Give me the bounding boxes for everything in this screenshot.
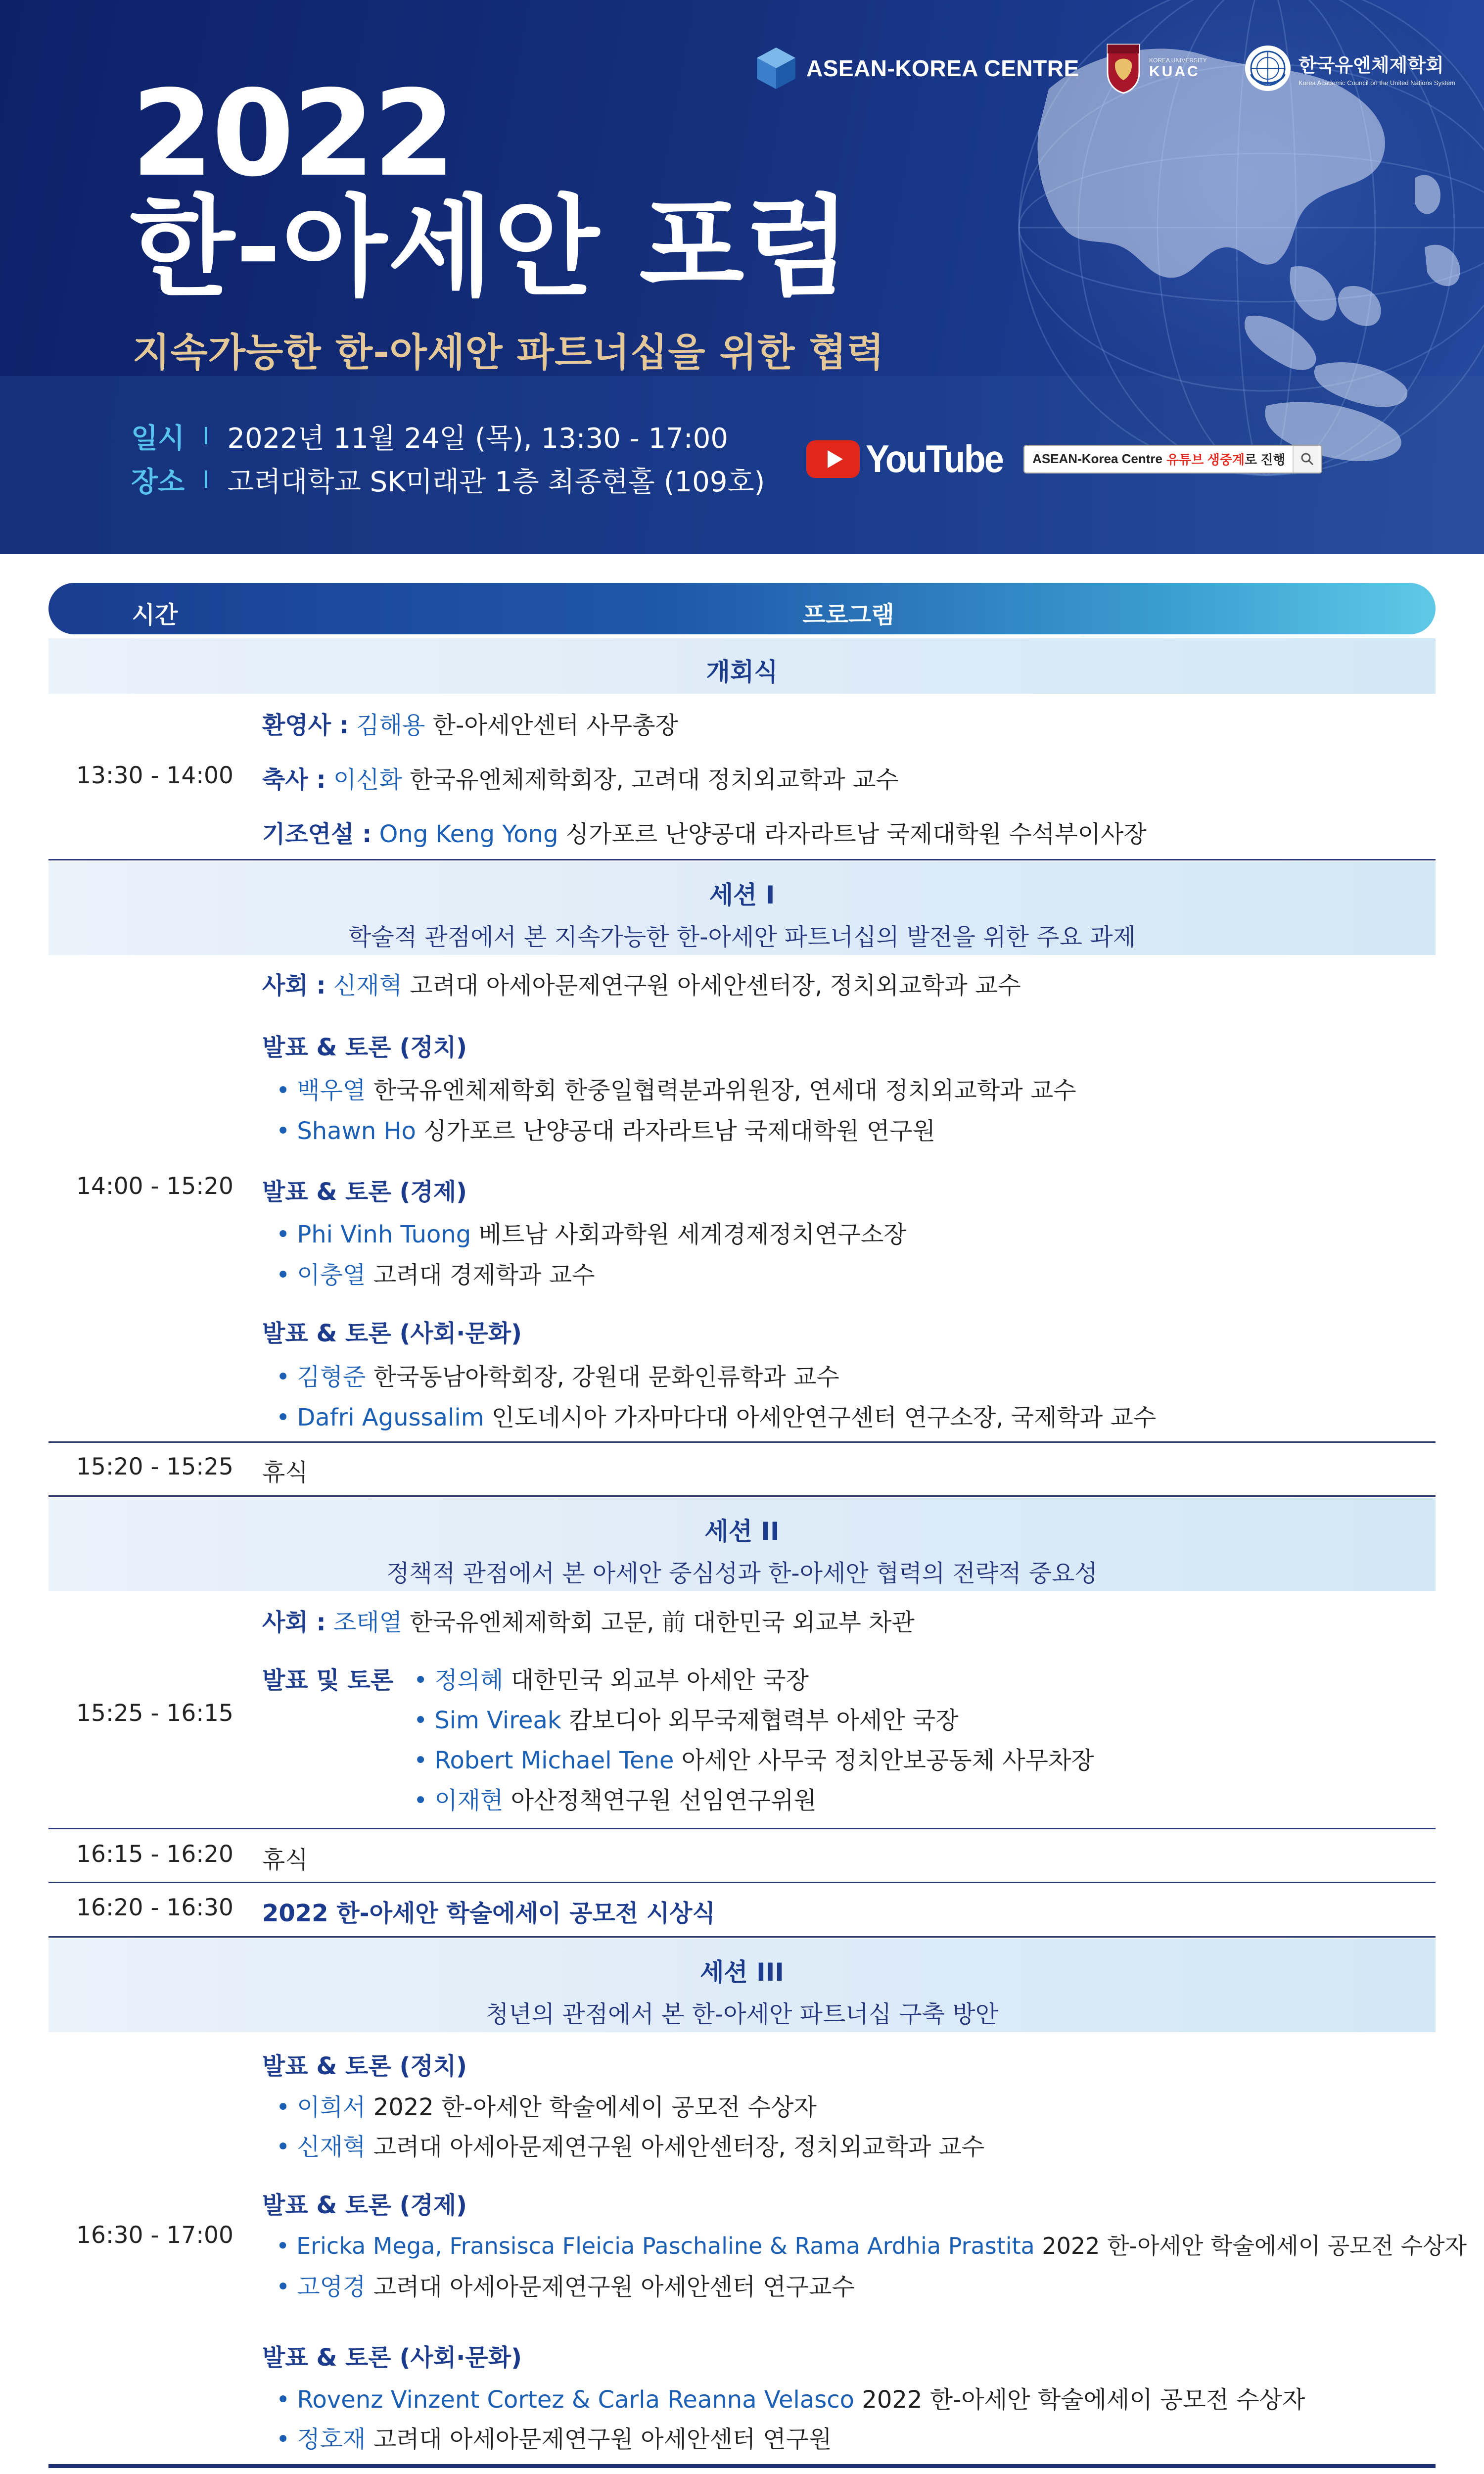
page-subtitle: 지속가능한 한-아세안 파트너십을 위한 협력 <box>133 331 885 375</box>
opening-title: 개회식 <box>706 658 778 686</box>
title-year: 2022 <box>131 64 454 203</box>
congrats-desc: 한국유엔체제학회장, 고려대 정치외교학과 교수 <box>410 766 899 794</box>
list-item: • Rovenz Vinzent Cortez & Carla Reanna Velasco 2022 한-아세안 학술에세이 공모전 수상자 <box>276 2386 1305 2414</box>
search-icon[interactable] <box>1293 446 1321 473</box>
akc-logo-text: ASEAN-KOREA CENTRE <box>806 55 1079 81</box>
award-label: 2022 한-아세안 학술에세이 공모전 시상식 <box>262 1900 715 1927</box>
session3-time: 16:30 - 17:00 <box>76 2222 233 2249</box>
header-banner <box>0 0 1484 554</box>
moderator-name: 조태열 <box>333 1609 403 1636</box>
event-place <box>131 460 765 500</box>
session2-band <box>48 1498 1436 1591</box>
moderator-desc: 한국유엔체제학회 고문, 前 대한민국 외교부 차관 <box>410 1609 915 1636</box>
keynote-desc: 싱가포르 난양공대 라자라트남 국제대학원 수석부이사장 <box>565 820 1147 848</box>
session3-name: 세션 III <box>700 1958 784 1987</box>
event-date <box>131 417 728 456</box>
break2-time: 16:15 - 16:20 <box>76 1841 233 1868</box>
place-value: 고려대학교 SK미래관 1층 최종현홀 (109호) <box>227 466 765 498</box>
table-bottom-border <box>48 2464 1436 2468</box>
divider <box>48 859 1436 860</box>
list-item: • 김형준 한국동남아학회장, 강원대 문화인류학과 교수 <box>276 1363 839 1391</box>
list-item: • Shawn Ho 싱가포르 난양공대 라자라트남 국제대학원 연구원 <box>276 1117 936 1145</box>
session2-panel-label: 발표 및 토론 <box>262 1666 394 1694</box>
opening-band <box>48 638 1436 694</box>
kacuns-logo <box>1244 43 1455 94</box>
list-item: • 이충열 고려대 경제학과 교수 <box>276 1261 595 1289</box>
youtube-suffix-text: 로 진행 <box>1244 452 1286 467</box>
session1-time: 14:00 - 15:20 <box>76 1173 233 1200</box>
congrats-name: 이신화 <box>333 766 403 794</box>
divider <box>48 1441 1436 1443</box>
divider <box>48 1828 1436 1829</box>
welcome-line <box>262 706 678 740</box>
column-header-time: 시간 <box>132 601 178 629</box>
list-item: • 정호재 고려대 아세아문제연구원 아세안센터 연구원 <box>276 2426 832 2453</box>
divider <box>48 1495 1436 1497</box>
youtube-live-banner[interactable] <box>806 436 1322 481</box>
schedule-table-header <box>48 583 1436 634</box>
list-item: • 신재혁 고려대 아세아문제연구원 아세안센터장, 정치외교학과 교수 <box>276 2133 985 2161</box>
session2-name: 세션 II <box>704 1517 780 1546</box>
youtube-search-box[interactable] <box>1023 445 1322 474</box>
congrats-label: 축사 : <box>262 766 326 794</box>
column-header-program: 프로그램 <box>802 601 894 629</box>
keynote-name: Ong Keng Yong <box>379 820 558 848</box>
list-item: • 고영경 고려대 아세아문제연구원 아세안센터 연구교수 <box>276 2273 855 2301</box>
session2-theme: 정책적 관점에서 본 아세안 중심성과 한-아세안 협력의 전략적 중요성 <box>386 1560 1098 1587</box>
youtube-wordmark: YouTube <box>866 437 1003 480</box>
moderator-name: 신재혁 <box>333 972 403 999</box>
break1-time: 15:20 - 15:25 <box>76 1453 233 1480</box>
session1-theme: 학술적 관점에서 본 지속가능한 한-아세안 파트너십의 발전을 위한 주요 과제 <box>348 923 1136 951</box>
un-emblem-icon <box>1244 45 1292 92</box>
shield-icon <box>1106 43 1141 94</box>
session1-band <box>48 861 1436 955</box>
date-label: 일시 <box>131 423 185 455</box>
s3-group-economy-label: 발표 & 토론 (경제) <box>262 2191 467 2219</box>
divider <box>48 1882 1436 1883</box>
moderator-label: 사회 : <box>262 972 326 999</box>
welcome-label: 환영사 : <box>262 712 349 739</box>
list-item: • Robert Michael Tene 아세안 사무국 정치안보공동체 사무차장 <box>414 1747 1094 1774</box>
kuac-sub-text: KOREA UNIVERSITY <box>1149 56 1207 64</box>
youtube-play-icon <box>806 440 860 478</box>
list-item: • Dafri Agussalim 인도네시아 가자마다대 아세안연구센터 연구소장, 국제학과 교수 <box>276 1404 1157 1431</box>
list-item: • 정의혜 대한민국 외교부 아세안 국장 <box>414 1666 809 1694</box>
session3-theme: 청년의 관점에서 본 한-아세안 파트너십 구축 방안 <box>485 2000 999 2028</box>
list-item: • Sim Vireak 캄보디아 외무국제협력부 아세안 국장 <box>414 1707 959 1734</box>
award-time: 16:20 - 16:30 <box>76 1894 233 1921</box>
session3-band <box>48 1939 1436 2032</box>
welcome-desc: 한-아세안센터 사무총장 <box>432 712 678 739</box>
youtube-live-text: 유튜브 생중계 <box>1166 452 1245 467</box>
list-item: • 백우열 한국유엔체제학회 한중일협력분과위원장, 연세대 정치외교학과 교수 <box>276 1077 1076 1104</box>
list-item: • Ericka Mega, Fransisca Fleicia Paschaline & Rama Ardhia Prastita 2022 한-아세안 학술에세이 공모전 수상자 <box>276 2233 1467 2259</box>
session2-moderator <box>262 1603 915 1637</box>
keynote-label: 기조연설 : <box>262 820 372 848</box>
session1-name: 세션 I <box>709 881 775 909</box>
break2-label: 휴식 <box>262 1846 308 1874</box>
s1-group-culture-label: 발표 & 토론 (사회·문화) <box>262 1320 522 1347</box>
session1-moderator <box>262 966 1021 1000</box>
list-item: • Phi Vinh Tuong 베트남 사회과학원 세계경제정치연구소장 <box>276 1221 907 1248</box>
asean-korea-centre-logo <box>757 44 1079 93</box>
kacuns-sub-text: Korea Academic Council on the United Nations System <box>1298 79 1456 87</box>
page-title: 한-아세안 포럼 <box>130 184 852 311</box>
list-item: • 이희서 2022 한-아세안 학술에세이 공모전 수상자 <box>276 2093 817 2121</box>
kuac-logo-text: KUAC <box>1149 63 1200 80</box>
s3-group-culture-label: 발표 & 토론 (사회·문화) <box>262 2344 522 2372</box>
s3-group-politics-label: 발표 & 토론 (정치) <box>262 2052 467 2080</box>
moderator-desc: 고려대 아세아문제연구원 아세안센터장, 정치외교학과 교수 <box>410 972 1021 999</box>
kacuns-logo-text: 한국유엔체제학회 <box>1298 55 1444 76</box>
youtube-channel-name: ASEAN-Korea Centre <box>1032 451 1163 466</box>
date-value: 2022년 11월 24일 (목), 13:30 - 17:00 <box>227 423 729 455</box>
congrats-line <box>262 761 899 795</box>
session2-time: 15:25 - 16:15 <box>76 1700 233 1727</box>
break1-label: 휴식 <box>262 1459 308 1486</box>
place-separator: I <box>202 466 210 494</box>
welcome-name: 김해용 <box>356 712 425 739</box>
cube-icon <box>757 48 795 89</box>
divider <box>48 1936 1436 1938</box>
opening-time: 13:30 - 14:00 <box>76 762 233 789</box>
date-separator: I <box>202 423 210 450</box>
partner-logos <box>757 39 1459 98</box>
keynote-line <box>262 815 1147 849</box>
place-label: 장소 <box>131 466 185 498</box>
s1-group-economy-label: 발표 & 토론 (경제) <box>262 1178 467 1206</box>
list-item: • 이재현 아산정책연구원 선임연구위원 <box>414 1787 817 1814</box>
kuac-logo <box>1106 39 1207 98</box>
s1-group-politics-label: 발표 & 토론 (정치) <box>262 1034 467 1061</box>
moderator-label: 사회 : <box>262 1609 326 1636</box>
